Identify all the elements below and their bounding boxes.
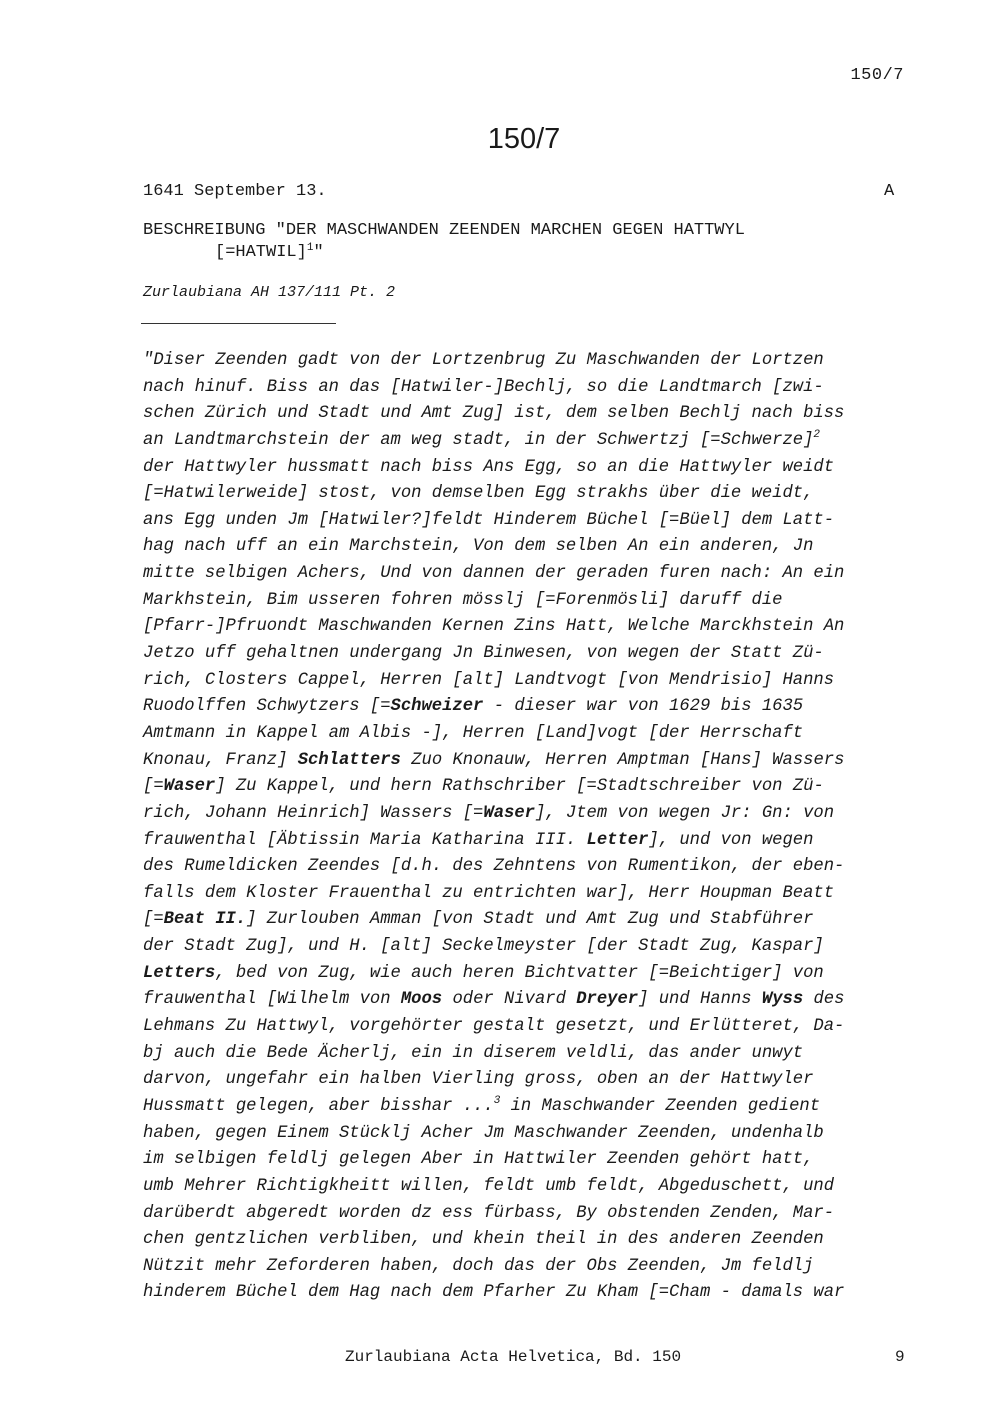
text-line: hag nach uff an ein Marchstein, Von dem selben An ein anderen, Jn	[143, 537, 814, 557]
footnote-ref-3[interactable]: 3	[493, 1094, 501, 1107]
heading-line-1: BESCHREIBUNG "DER MASCHWANDEN ZEENDEN MARCHEN GEGEN HATTWYL	[143, 221, 745, 240]
text-line: darvon, ungefahr ein halben Vierling gross, oben an der Hattwyler	[143, 1070, 814, 1090]
text-line: Letters, bed von Zug, wie auch heren Bichtvatter [=Beichtiger] von	[143, 963, 824, 983]
name-emphasis: Wyss	[761, 990, 804, 1010]
text-line: haben, gegen Einem Stücklj Acher Jm Maschwander Zeenden, undenhalb	[143, 1123, 824, 1143]
text-line: [=Waser] Zu Kappel, und hern Rathschriber [=Stadtschreiber von Zü-	[143, 777, 824, 797]
separator-rule	[141, 323, 336, 324]
text-line: ans Egg unden Jm [Hatwiler?]feldt Hinderem Büchel [=Büel] dem Latt-	[143, 510, 835, 530]
text-line: schen Zürich und Stadt und Amt Zug] ist, dem selben Bechlj nach biss	[143, 404, 845, 424]
text-line: im selbigen feldlj gelegen Aber in Hattwiler Zeenden gehört hatt,	[143, 1150, 814, 1170]
footer-publication: Zurlaubiana Acta Helvetica, Bd. 150	[345, 1348, 682, 1366]
text-line: Markhstein, Bim usseren fohren mösslj [=Forenmösli] daruff die	[143, 590, 783, 610]
footnote-ref-1[interactable]: 1	[306, 242, 314, 254]
text-line: falls dem Kloster Frauenthal zu entrichten war], Herr Houpman Beatt	[143, 883, 835, 903]
text-line: Ruodolffen Schwytzers [=Schweizer - dieser war von 1629 bis 1635	[143, 697, 804, 717]
text-line: Hussmatt gelegen, aber bisshar ...$^3$ in Maschwander Zeenden gedient	[143, 1094, 821, 1116]
name-emphasis: Schweizer	[390, 697, 484, 717]
name-emphasis: Letters	[143, 963, 216, 983]
text-line: umb Mehrer Richtigkheitt willen, feldt umb feldt, Abgeduschett, und	[143, 1176, 835, 1196]
heading-line-2: [=HATWIL]$^1$"	[215, 242, 324, 262]
name-emphasis: Waser	[163, 777, 216, 797]
name-emphasis: Schlatters	[297, 750, 401, 770]
text-line: rich, Closters Cappel, Herren [alt] Landtvogt [von Mendrisio] Hanns	[143, 670, 835, 690]
source-reference: Zurlaubiana AH 137/111 Pt. 2	[143, 284, 396, 301]
text-line: frauwenthal [Äbtissin Maria Katharina III. Letter], und von wegen	[143, 830, 814, 850]
text-line: Knonau, Franz] Schlatters Zuo Knonauw, Herren Amptman [Hans] Wassers	[143, 750, 845, 770]
document-letter: A	[884, 182, 895, 201]
name-emphasis: Waser	[483, 803, 535, 823]
text-line: rich, Johann Heinrich] Wassers [=Waser], Jtem von wegen Jr: Gn: von	[143, 803, 835, 823]
name-emphasis: Beat II.	[163, 910, 247, 930]
running-header-number: 150/7	[850, 66, 904, 85]
text-line: chen gentzlichen verbliben, und khein theil in des anderen Zeenden	[143, 1230, 824, 1250]
text-line: [=Beat II.] Zurlouben Amman [von Stadt und Amt Zug und Stabführer	[143, 910, 814, 930]
text-line: Nützit mehr Zeforderen haben, doch das der Obs Zeenden, Jm feldlj	[143, 1256, 814, 1276]
document-heading	[143, 220, 883, 264]
footnote-ref-2[interactable]: 2	[813, 428, 821, 441]
text-line: [=Hatwilerweide] stost, von demselben Egg strakhs über die weidt,	[143, 484, 814, 504]
text-line: Lehmans Zu Hattwyl, vorgehörter gestalt gesetzt, und Erlütteret, Da-	[143, 1017, 845, 1037]
text-line: Jetzo uff gehaltnen undergang Jn Binwesen, von wegen der Statt Zü-	[143, 644, 824, 664]
page-number: 9	[895, 1348, 905, 1366]
name-emphasis: Letter	[586, 830, 649, 850]
text-line: nach hinuf. Biss an das [Hatwiler-]Bechlj, so die Landtmarch [zwi-	[143, 377, 824, 397]
text-line: Amtmann in Kappel am Albis -], Herren [Land]vogt [der Herrschaft	[143, 723, 804, 743]
text-line: bj auch die Bede Ächerlj, ein in diserem veldli, das ander unwyt	[143, 1043, 804, 1063]
text-line: "Diser Zeenden gadt von der Lortzenbrug Zu Maschwanden der Lortzen	[143, 351, 824, 370]
name-emphasis: Moos	[400, 990, 443, 1010]
text-line: der Stadt Zug], und H. [alt] Seckelmeyster [der Stadt Zug, Kaspar]	[143, 937, 824, 957]
text-line: darüberdt abgeredt worden dz ess fürbass, By obstenden Zenden, Mar-	[143, 1203, 835, 1223]
text-line: mitte selbigen Achers, Und von dannen der geraden furen nach: An ein	[143, 564, 845, 584]
transcription-body	[143, 348, 903, 1307]
text-line: des Rumeldicken Zeendes [d.h. des Zehntens von Rumentikon, der eben-	[143, 857, 845, 877]
text-line: der Hattwyler hussmatt nach biss Ans Egg, so an die Hattwyler weidt	[143, 457, 835, 477]
document-number-title: 150/7	[487, 123, 561, 155]
document-date: 1641 September 13.	[143, 182, 327, 201]
text-line: [Pfarr-]Pfruondt Maschwanden Kernen Zins Hatt, Welche Marckhstein An	[143, 617, 845, 637]
text-line: frauwenthal [Wilhelm von Moos oder Nivard Dreyer] und Hanns Wyss des	[143, 990, 845, 1010]
text-line: hinderem Büchel dem Hag nach dem Pfarher Zu Kham [=Cham - damals war	[143, 1283, 845, 1303]
text-line: an Landtmarchstein der am weg stadt, in der Schwertzj [=Schwerze]$^2$	[143, 428, 821, 450]
name-emphasis: Dreyer	[576, 990, 639, 1010]
